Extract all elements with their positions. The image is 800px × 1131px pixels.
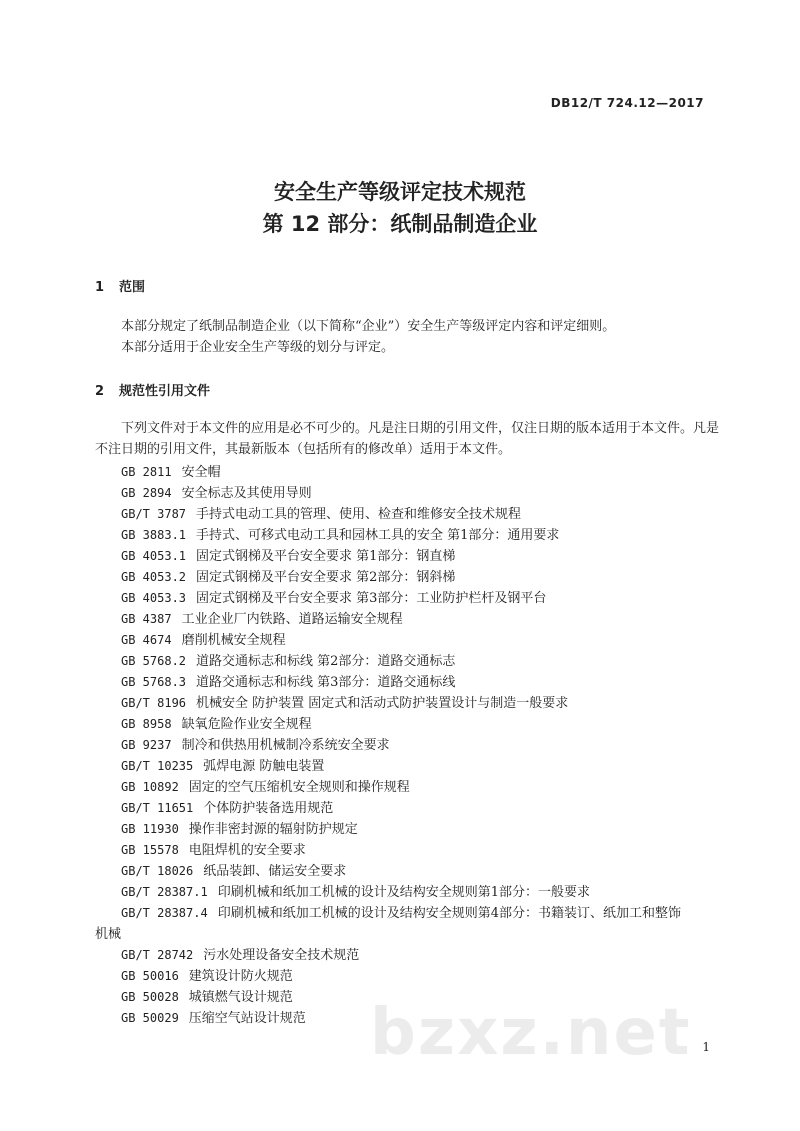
reference-title: 道路交通标志和标线 第2部分：道路交通标志 [196,654,456,669]
reference-item [95,525,725,546]
scope-paragraph: 本部分规定了纸制品制造企业（以下简称“企业”）安全生产等级评定内容和评定细则。 [121,319,616,334]
reference-title: 城镇燃气设计规范 [188,990,293,1005]
references-intro [95,418,725,460]
reference-item [95,840,725,861]
reference-code: GB 4674 [121,633,172,647]
reference-item [95,756,725,777]
reference-title: 建筑设计防火规范 [188,969,293,984]
reference-code: GB 4053.2 [121,570,187,584]
reference-item [95,777,725,798]
reference-title: 固定的空气压缩机安全规则和操作规程 [188,780,410,795]
section-heading-references [95,380,210,399]
reference-code: GB 11930 [121,822,179,836]
reference-title: 操作非密封源的辐射防护规定 [188,822,358,837]
reference-title: 固定式钢梯及平台安全要求 第2部分：钢斜梯 [196,570,456,585]
reference-item [95,693,725,714]
document-title: 安全生产等级评定技术规范 [274,180,526,204]
reference-title: 印刷机械和纸加工机械的设计及结构安全规则第4部分：书籍装订、纸加工和整饰 [217,906,681,921]
section-number: 1 [95,280,105,295]
reference-code: GB 50028 [121,990,179,1004]
reference-title: 手持式、可移式电动工具和园林工具的安全 第1部分：通用要求 [196,528,560,543]
reference-code: GB/T 18026 [121,864,194,878]
reference-code: GB 8958 [121,717,172,731]
reference-title: 弧焊电源 防触电装置 [203,759,325,774]
reference-item [95,588,725,609]
reference-code: GB 4387 [121,612,172,626]
reference-title: 固定式钢梯及平台安全要求 第1部分：钢直梯 [196,549,456,564]
reference-item [95,462,725,483]
reference-item [95,903,725,945]
reference-list [95,462,725,1029]
reference-code: GB 5768.3 [121,675,187,689]
reference-item [95,567,725,588]
reference-code: GB 3883.1 [121,528,187,542]
reference-code: GB/T 10235 [121,759,194,773]
section-number: 2 [95,384,105,399]
reference-title: 安全标志及其使用导则 [181,486,312,501]
standard-code: DB12/T 724.12—2017 [550,96,704,110]
reference-title: 磨削机械安全规程 [181,633,286,648]
reference-item [95,798,725,819]
reference-title: 道路交通标志和标线 第3部分：道路交通标线 [196,675,456,690]
reference-code: GB 2811 [121,465,172,479]
reference-item [95,546,725,567]
reference-code: GB/T 28742 [121,948,194,962]
watermark: bzxz.net [370,996,692,1070]
reference-item [95,819,725,840]
reference-item [95,504,725,525]
reference-item [95,861,725,882]
reference-code: GB/T 11651 [121,801,194,815]
reference-item [95,483,725,504]
scope-paragraph: 本部分适用于企业安全生产等级的划分与评定。 [121,340,395,355]
reference-item [95,609,725,630]
reference-item [95,945,725,966]
reference-title: 电阻焊机的安全要求 [188,843,306,858]
reference-code: GB 10892 [121,780,179,794]
reference-code: GB/T 3787 [121,507,187,521]
reference-item [95,966,725,987]
reference-title: 印刷机械和纸加工机械的设计及结构安全规则第1部分：一般要求 [217,885,590,900]
reference-title: 安全帽 [181,465,221,480]
reference-item [95,735,725,756]
reference-title: 机械安全 防护装置 固定式和活动式防护装置设计与制造一般要求 [196,696,569,711]
reference-code: GB/T 28387.4 [121,906,208,920]
reference-title: 污水处理设备安全技术规范 [203,948,360,963]
scope-paragraphs [95,316,725,358]
section-title: 范围 [119,280,146,295]
reference-title: 压缩空气站设计规范 [188,1011,306,1026]
reference-code: GB 4053.3 [121,591,187,605]
reference-title: 制冷和供热用机械制冷系统安全要求 [181,738,390,753]
reference-item [95,630,725,651]
page-number: 1 [702,1040,710,1054]
reference-code: GB 2894 [121,486,172,500]
reference-code: GB 50016 [121,969,179,983]
reference-item [95,672,725,693]
document-subtitle: 第 12 部分：纸制品制造企业 [262,212,538,236]
reference-title: 手持式电动工具的管理、使用、检查和维修安全技术规程 [196,507,522,522]
reference-code: GB 9237 [121,738,172,752]
reference-code: GB 5768.2 [121,654,187,668]
reference-code: GB/T 8196 [121,696,187,710]
reference-item [95,714,725,735]
reference-code: GB 15578 [121,843,179,857]
reference-title: 固定式钢梯及平台安全要求 第3部分：工业防护栏杆及钢平台 [196,591,547,606]
reference-code: GB/T 28387.1 [121,885,208,899]
reference-title: 缺氧危险作业安全规程 [181,717,312,732]
intro-paragraph: 下列文件对于本文件的应用是必不可少的。凡是注日期的引用文件，仅注日期的版本适用于本文件。凡是不注日期的引用文件，其最新版本（包括所有的修改单）适用于本文件。 [95,421,720,457]
reference-title-continuation: 机械 [95,927,122,942]
reference-title: 工业企业厂内铁路、道路运输安全规程 [181,612,403,627]
reference-title: 个体防护装备选用规范 [203,801,334,816]
reference-item [95,882,725,903]
reference-code: GB 50029 [121,1011,179,1025]
reference-code: GB 4053.1 [121,549,187,563]
section-title: 规范性引用文件 [119,384,211,399]
reference-title: 纸品装卸、储运安全要求 [203,864,347,879]
section-heading-scope [95,276,145,295]
reference-item [95,651,725,672]
